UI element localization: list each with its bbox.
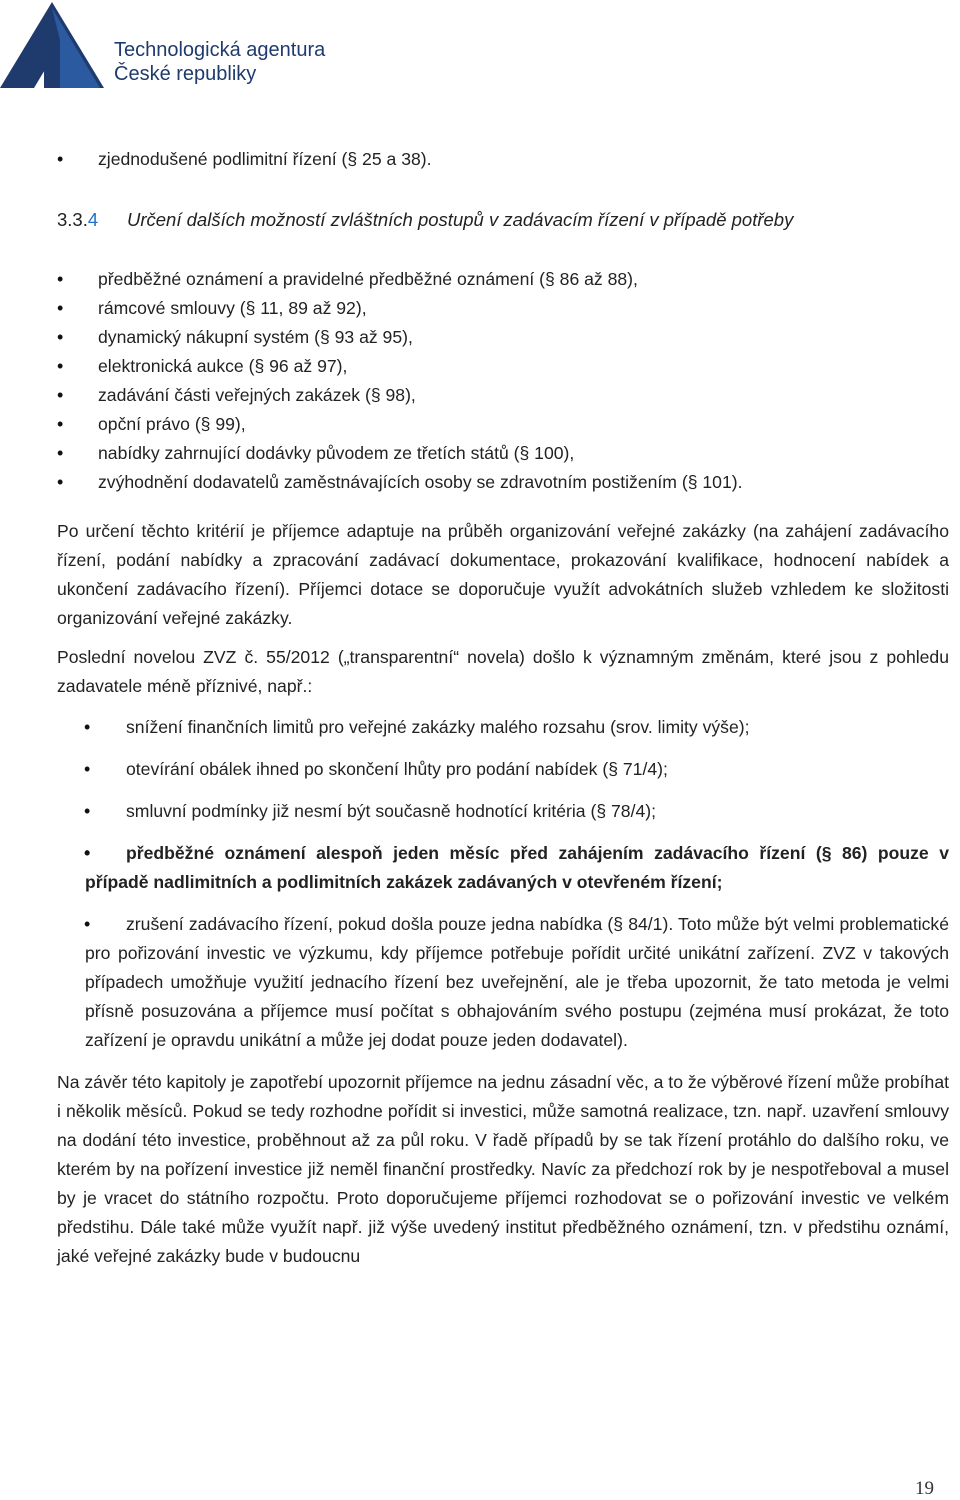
list-item-text: zrušení zadávacího řízení, pokud došla pouze jedna nabídka (§ 84/1). Toto může být velmi problematické pro pořizování investic ve výzkumu, kdy příjemce potřebuje pořídit určité unikátní zařízení. ZVZ v takových případech umožňuje využití jednacího řízení bez uveřejnění, ale je třeba upozornit, že tato metoda je velmi přísně posuzována a příjemce musí počítat s obhajováním svého postupu (zejména musí prokázat, že toto zařízení je opravdu unikátní a může jej dodat pouze jeden dodavatel). [85,914,949,1050]
section-number-main: 3.3. [57,209,88,230]
list-item: • snížení finančních limitů pro veřejné zakázky malého rozsahu (srov. limity výše); [57,713,949,742]
list-item: • smluvní podmínky již nesmí být současně hodnotící kritéria (§ 78/4); [57,797,949,826]
agency-name-line2: České republiky [114,63,257,85]
procedure-list [57,145,949,174]
list-item: • elektronická aukce (§ 96 až 97), [57,352,949,381]
agency-name [114,38,325,86]
page-number: 19 [915,1478,934,1499]
agency-logo-icon [0,0,110,92]
list-item: • zvýhodnění dodavatelů zaměstnávajících osoby se zdravotním postižením (§ 101). [57,468,949,497]
section-heading [57,205,949,234]
agency-name-line1: Technologická agentura [114,39,326,61]
list-item: • rámcové smlouvy (§ 11, 89 až 92), [57,294,949,323]
list-item: • předběžné oznámení a pravidelné předběžné oznámení (§ 86 až 88), [57,265,949,294]
list-item: • nabídky zahrnující dodávky původem ze třetích států (§ 100), [57,439,949,468]
changes-list [57,713,949,1055]
section-number-end: 4 [87,209,99,230]
document-body [57,145,949,1271]
list-item: • zjednodušené podlimitní řízení (§ 25 a 38). [57,145,949,174]
paragraph: Po určení těchto kritérií je příjemce adaptuje na průběh organizování veřejné zakázky (na zahájení zadávacího řízení, podání nabídky a zpracování zadávací dokumentace, prokazování kvalifikace, hodnocení nabídek a ukončení zadávacího řízení). Příjemci dotace se doporučuje využít advokátních služeb vzhledem ke složitosti organizování veřejné zakázky. [57,521,949,628]
page-header [0,0,340,92]
list-item: • otevírání obálek ihned po skončení lhůty pro podání nabídek (§ 71/4); [57,755,949,784]
list-item-bold-text: předběžné oznámení alespoň jeden měsíc před zahájením zadávacího řízení (§ 86) pouze v případě nadlimitních a podlimitních zakázek zadávaných v otevřeném řízení; [85,843,949,892]
list-item: • zadávání části veřejných zakázek (§ 98), [57,381,949,410]
list-item-bold [57,839,949,897]
list-item: • dynamický nákupní systém (§ 93 až 95), [57,323,949,352]
list-item [57,910,949,1055]
paragraph: Na závěr této kapitoly je zapotřebí upozornit příjemce na jednu zásadní věc, a to že výběrové řízení může probíhat i několik měsíců. Pokud se tedy rozhodne pořídit si investici, může samotná realizace, tzn. např. uzavření smlouvy na dodání této investice, proběhnout až za půl roku. V řadě případů by se tak řízení protáhlo do dalšího roku, ve kterém by na pořízení investice již neměl finanční prostředky. Navíc za předchozí rok by je nespotřeboval a musel by je vracet do státního rozpočtu. Proto doporučujeme příjemci rozhodovat se o pořizování investic ve velkém předstihu. Dále také může využít např. již výše uvedený institut předběžného oznámení, tzn. v předstihu oznámí, jaké veřejné zakázky bude v budoucnu [57,1072,949,1266]
special-procedures-list [57,265,949,497]
paragraph: Poslední novelou ZVZ č. 55/2012 („transparentní“ novela) došlo k významným změnám, které jsou z pohledu zadavatele méně příznivé, např.: [57,647,949,696]
section-title: Určení dalších možností zvláštních postupů v zadávacím řízení v případě potřeby [127,209,794,230]
list-item: • opční právo (§ 99), [57,410,949,439]
section-number [57,205,98,234]
